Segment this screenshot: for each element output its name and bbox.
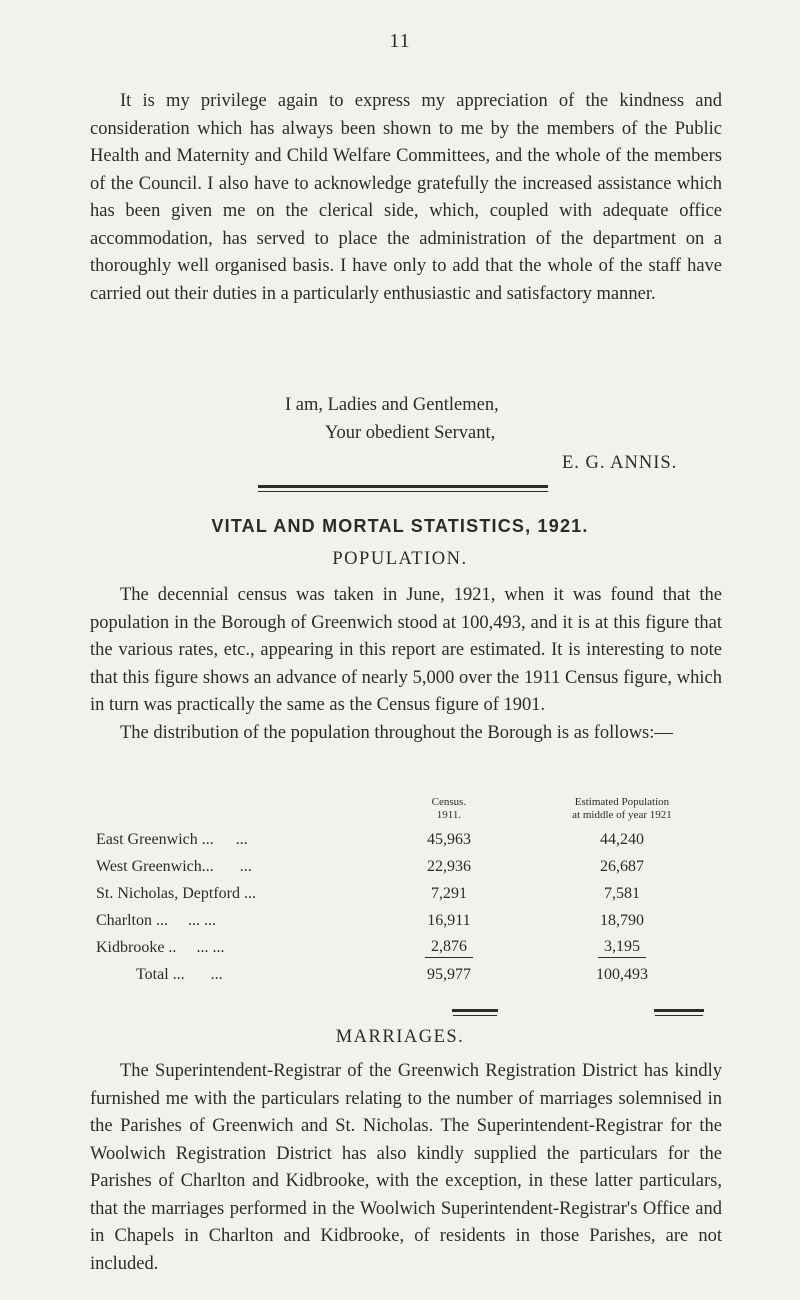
population-table xyxy=(96,788,726,988)
table-header-row xyxy=(96,788,726,826)
estimated-total: 100,493 xyxy=(595,965,648,983)
table-row xyxy=(96,853,726,880)
leader-dots: ... xyxy=(210,965,223,983)
district-header xyxy=(96,788,380,826)
marriages-heading: MARRIAGES. xyxy=(335,1027,465,1047)
total-row xyxy=(96,961,726,988)
table-row xyxy=(96,880,726,907)
leader-dots: ... ... xyxy=(196,938,225,956)
district-name: St. Nicholas, Deptford ... xyxy=(96,884,256,902)
distribution-intro: The distribution of the population throughout the Borough is as follows:— xyxy=(120,723,673,743)
estimated-value: 7,581 xyxy=(603,884,640,902)
closing: Your obedient Servant, xyxy=(325,423,496,443)
census-value: 16,911 xyxy=(427,911,471,929)
census-value: 7,291 xyxy=(430,884,467,902)
leader-dots: ... xyxy=(239,857,252,875)
population-heading: POPULATION. xyxy=(332,549,468,569)
divider-rule-thin xyxy=(258,491,548,492)
signature: E. G. ANNIS. xyxy=(562,453,678,473)
estimated-header xyxy=(518,788,726,826)
census-value: 2,876 xyxy=(425,938,473,958)
estimated-value: 3,195 xyxy=(598,938,646,958)
page-number: 11 xyxy=(389,30,411,52)
marriages-paragraph: The Superintendent-Registrar of the Greenwich Registration District has kindly furnished me with the particulars relating to the number of marriages solemnised in the Parishes of Greenwich and St. Nicholas. The Superintendent-Registrar for the Woolwich Registration District has also kindly supplied the particulars for the Parishes of Charlton and Kidbrooke, with the exception, in these latter particulars, that the marriages performed in the Woolwich Superintendent-Registrar's Office and in Chapels in Charlton and Kidbrooke, of residents in those Parishes, are not included. xyxy=(90,1061,722,1274)
acknowledgement-paragraph: It is my privilege again to express my appreciation of the kindness and consideration which has always been shown to me by the members of the Public Health and Maternity and Child Welfare Committees, and the whole of the members of the Council. I also have to acknowledge gratefully the increased assistance which has been given me on the clerical side, which, coupled with adequate office accommodation, has served to place the administration of the department on a thoroughly well organised basis. I have only to add that the whole of the staff have carried out their duties in a particularly enthusiastic and satisfactory manner. xyxy=(90,91,722,304)
estimated-value: 44,240 xyxy=(599,830,644,848)
district-name: West Greenwich... xyxy=(96,857,214,875)
census-value: 45,963 xyxy=(426,830,471,848)
census-value: 22,936 xyxy=(426,857,471,875)
district-name: Kidbrooke .. xyxy=(96,938,177,956)
estimated-value: 26,687 xyxy=(599,857,644,875)
estimated-header-line1: Estimated Population xyxy=(574,796,670,808)
census-header-line1: Census. xyxy=(431,796,467,808)
section-title: VITAL AND MORTAL STATISTICS, 1921. xyxy=(211,516,589,536)
census-total-double-rule xyxy=(452,1009,498,1012)
estimated-value: 18,790 xyxy=(599,911,644,929)
table-row xyxy=(96,907,726,934)
table-row xyxy=(96,934,726,961)
population-paragraph: The decennial census was taken in June, 1921, when it was found that the population in the Borough of Greenwich stood at 100,493, and it is at this figure that the various rates, etc., appearing in this report are estimated. It is interesting to note that this figure shows an advance of nearly 5,000 over the 1911 Census figure, which in turn was practically the same as the Census figure of 1901. xyxy=(90,585,722,715)
leader-dots: ... xyxy=(235,830,248,848)
salutation: I am, Ladies and Gentlemen, xyxy=(285,395,499,415)
leader-dots: ... ... xyxy=(188,911,216,929)
table-row xyxy=(96,826,726,853)
estimated-header-line2: at middle of year 1921 xyxy=(572,809,672,821)
divider-rule-thick xyxy=(258,485,548,488)
census-header xyxy=(380,788,518,826)
district-name: Charlton ... xyxy=(96,911,168,929)
estimated-total-double-rule xyxy=(654,1009,704,1012)
census-header-line2: 1911. xyxy=(436,809,462,821)
total-label: Total ... xyxy=(136,965,185,983)
census-total: 95,977 xyxy=(426,965,471,983)
district-name: East Greenwich ... xyxy=(96,830,214,848)
